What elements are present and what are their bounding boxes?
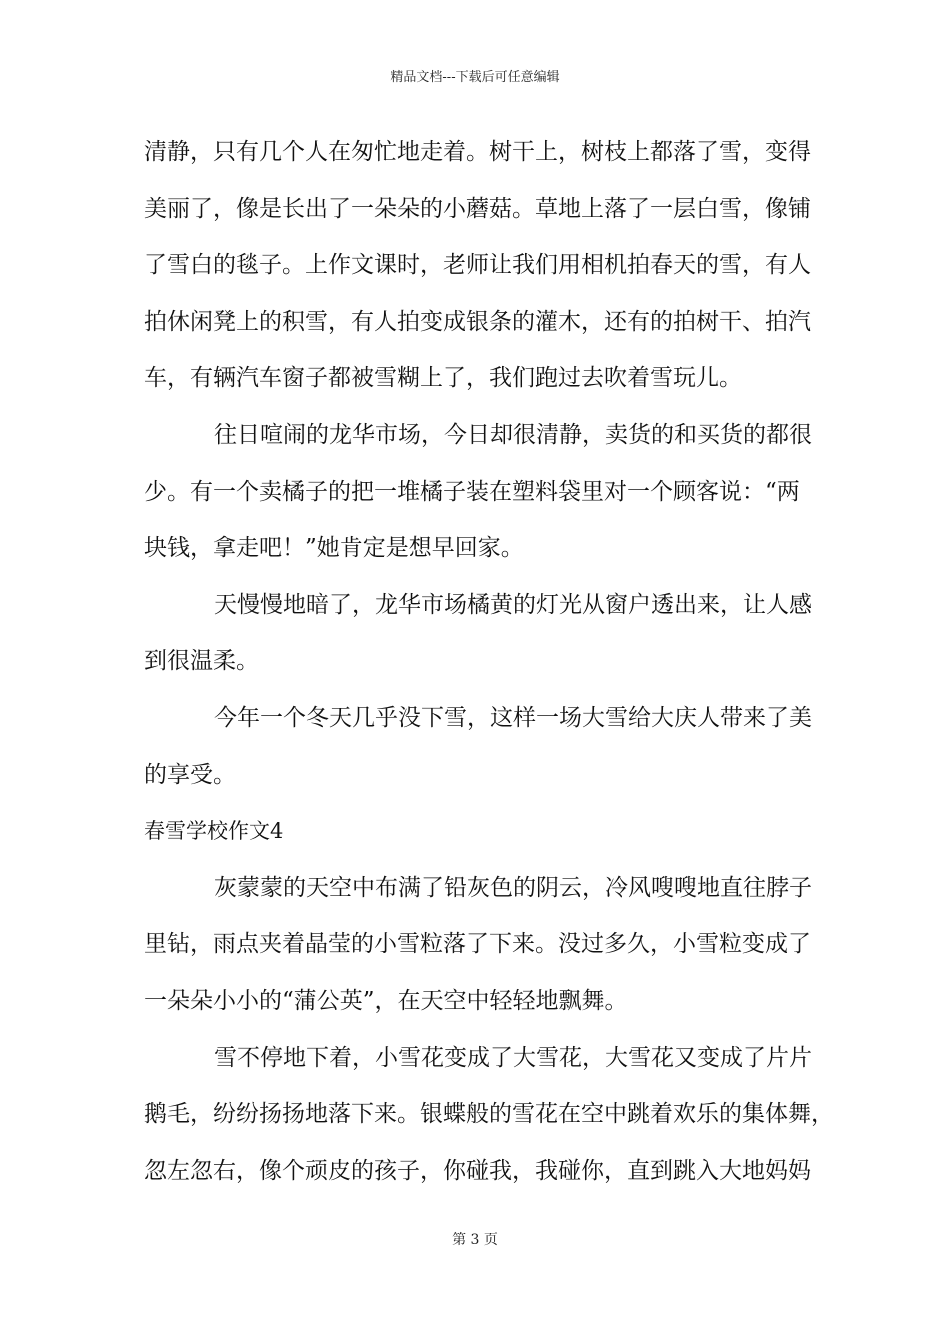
text-line: 里钻，雨点夹着晶莹的小雪粒落了下来。没过多久，小雪粒变成了 (144, 931, 811, 958)
text-line: 少。有一个卖橘子的把一堆橘子装在塑料袋里对一个顾客说：“两 (144, 478, 800, 505)
text-line: 往日喧闹的龙华市场，今日却很清静，卖货的和买货的都很 (214, 421, 812, 448)
text-line: 一朵朵小小的“蒲公英”，在天空中轻轻地飘舞。 (144, 987, 628, 1014)
text-line: 灰蒙蒙的天空中布满了铅灰色的阴云，冷风嗖嗖地直往脖子 (214, 874, 812, 901)
text-line: 忽左忽右，像个顽皮的孩子，你碰我，我碰你，直到跳入大地妈妈 (144, 1157, 811, 1184)
text-line: 鹅毛，纷纷扬扬地落下来。银蝶般的雪花在空中跳着欢乐的集体舞， (144, 1101, 834, 1128)
text-line: 清静，只有几个人在匆忙地走着。树干上，树枝上都落了雪，变得 (144, 139, 811, 165)
text-line: 拍休闲凳上的积雪，有人拍变成银条的灌木，还有的拍树干、拍汽 (144, 308, 811, 335)
text-line: 的享受。 (144, 761, 236, 788)
text-line: 车，有辆汽车窗子都被雪糊上了，我们跑过去吹着雪玩儿。 (144, 365, 742, 392)
text-line: 雪不停地下着，小雪花变成了大雪花，大雪花又变成了片片 (214, 1044, 812, 1071)
section-heading: 春雪学校作文4 (144, 819, 284, 844)
text-line: 到很温柔。 (144, 648, 259, 675)
text-line: 了雪白的毯子。上作文课时，老师让我们用相机拍春天的雪，有人 (144, 252, 811, 279)
text-line: 今年一个冬天几乎没下雪，这样一场大雪给大庆人带来了美 (214, 704, 812, 731)
text-line: 天慢慢地暗了，龙华市场橘黄的灯光从窗户透出来，让人感 (214, 591, 812, 618)
page-header: 精品文档---下载后可任意编辑 (390, 70, 560, 85)
text-line: 块钱，拿走吧！”她肯定是想早回家。 (144, 535, 524, 562)
document-body (144, 124, 834, 1199)
text-line: 美丽了，像是长出了一朵朵的小蘑菇。草地上落了一层白雪，像铺 (144, 195, 811, 222)
page-number: 第 3 页 (452, 1232, 498, 1248)
